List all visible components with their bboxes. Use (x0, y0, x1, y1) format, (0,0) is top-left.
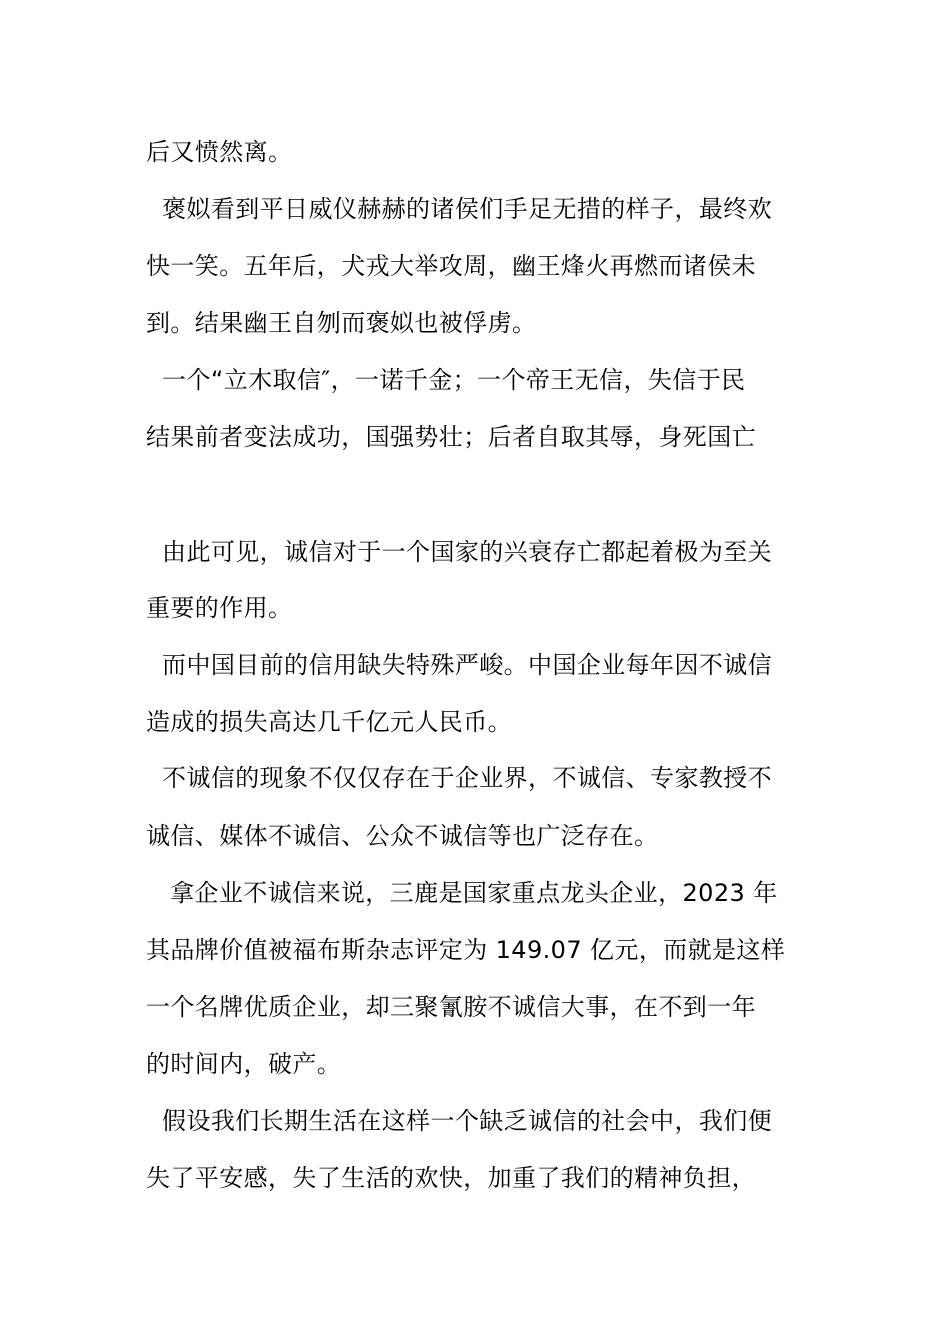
text-line: 褒姒看到平日威仪赫赫的诸侯们手足无措的样子，最终欢 (146, 195, 773, 223)
text-line: 其品牌价值被福布斯杂志评定为 149.07 亿元，而就是这样 (146, 936, 786, 964)
text-line: 后又愤然离。 (146, 138, 293, 166)
text-line: 拿企业不诚信来说，三鹿是国家重点龙头企业，2023 年 (146, 879, 778, 907)
text-line: 而中国目前的信用缺失特殊严峻。中国企业每年因不诚信 (146, 651, 773, 679)
text-line: 一个名牌优质企业，却三聚氰胺不诚信大事，在不到一年 (146, 993, 756, 1021)
text-line: 到。结果幽王自刎而褒姒也被俘虏。 (146, 309, 537, 337)
text-line: 快一笑。五年后，犬戎大举攻周，幽王烽火再燃而诸侯未 (146, 252, 756, 280)
text-line: 由此可见，诚信对于一个国家的兴衰存亡都起着极为至关 (146, 538, 773, 566)
text-line: 不诚信的现象不仅仅存在于企业界，不诚信、专家教授不 (146, 764, 773, 792)
text-line: 结果前者变法成功，国强势壮；后者自取其辱，身死国亡 (146, 423, 756, 451)
text-line: 失了平安感，失了生活的欢快，加重了我们的精神负担， (146, 1164, 756, 1192)
text-line: 重要的作用。 (146, 594, 293, 622)
text-line: 一个“立木取信″，一诺千金；一个帝王无信，失信于民 (146, 366, 746, 394)
text-line: 假设我们长期生活在这样一个缺乏诚信的社会中，我们便 (146, 1107, 773, 1135)
text-line: 造成的损失高达几千亿元人民币。 (146, 708, 512, 736)
text-line: 诚信、媒体不诚信、公众不诚信等也广泛存在。 (146, 822, 659, 850)
text-line: 的时间内，破产。 (146, 1050, 342, 1078)
